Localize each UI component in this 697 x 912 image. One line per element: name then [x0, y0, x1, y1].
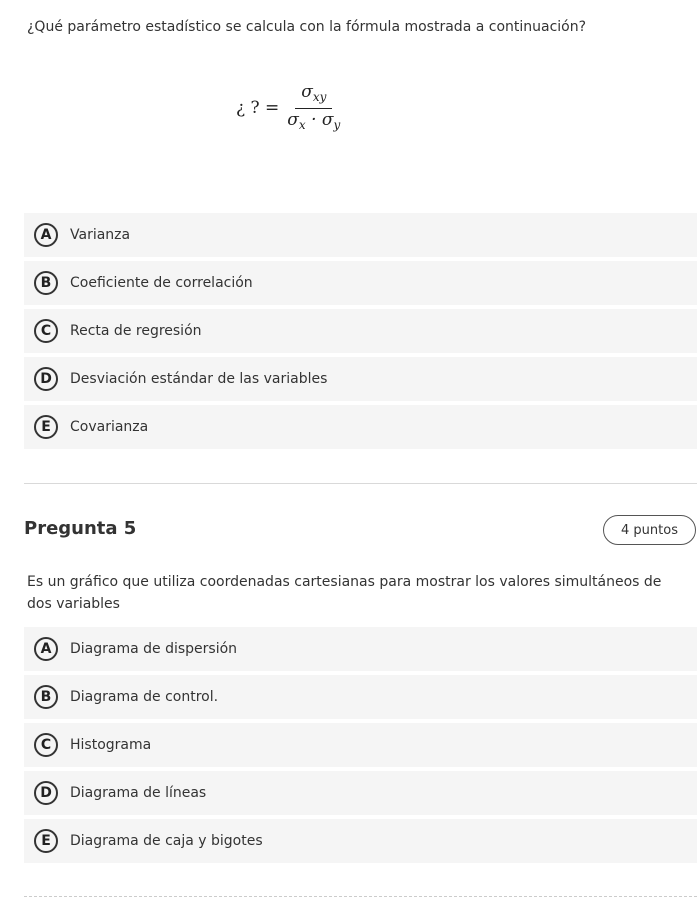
q4-option-b[interactable] [24, 261, 697, 305]
option-label: Covarianza [70, 419, 149, 435]
option-letter-badge: E [34, 415, 58, 439]
q5-option-b[interactable] [24, 675, 697, 719]
option-label: Diagrama de dispersión [70, 641, 238, 657]
option-label: Histograma [70, 737, 152, 753]
q4-option-d[interactable] [24, 357, 697, 401]
formula-lhs: ¿ ? = [236, 98, 280, 118]
option-label: Desviación estándar de las variables [70, 371, 328, 387]
option-label: Diagrama de caja y bigotes [70, 833, 263, 849]
option-letter-badge: D [34, 367, 58, 391]
option-letter-badge: E [34, 829, 58, 853]
option-label: Diagrama de control. [70, 689, 219, 705]
formula-numerator: $\sigma_{xy}$ [295, 82, 332, 109]
option-letter-badge: C [34, 319, 58, 343]
question-divider-dashed [24, 896, 697, 897]
question-4-text: ¿Qué parámetro estadístico se calcula con la fórmula mostrada a continuación? [27, 19, 587, 35]
option-letter-badge: D [34, 781, 58, 805]
option-label: Recta de regresión [70, 323, 202, 339]
option-label: Diagrama de líneas [70, 785, 207, 801]
q5-option-e[interactable] [24, 819, 697, 863]
option-letter-badge: C [34, 733, 58, 757]
option-letter-badge: A [34, 223, 58, 247]
formula-denominator: $\sigma_x \cdot \sigma_y$ [287, 109, 341, 132]
points-badge: 4 puntos [603, 515, 696, 545]
q4-option-c[interactable] [24, 309, 697, 353]
q5-option-c[interactable] [24, 723, 697, 767]
option-letter-badge: B [34, 685, 58, 709]
question-5-text: Es un gráfico que utiliza coordenadas cartesianas para mostrar los valores simultáneos de dos variables [27, 574, 662, 612]
correlation-formula [236, 82, 342, 134]
option-label: Varianza [70, 227, 131, 243]
option-label: Coeficiente de correlación [70, 275, 253, 291]
q5-option-a[interactable] [24, 627, 697, 671]
question-divider [24, 483, 697, 484]
option-letter-badge: A [34, 637, 58, 661]
q4-option-e[interactable] [24, 405, 697, 449]
question-5-heading: Pregunta 5 [24, 518, 137, 539]
q4-option-a[interactable] [24, 213, 697, 257]
formula-fraction [285, 82, 342, 135]
q5-option-d[interactable] [24, 771, 697, 815]
option-letter-badge: B [34, 271, 58, 295]
